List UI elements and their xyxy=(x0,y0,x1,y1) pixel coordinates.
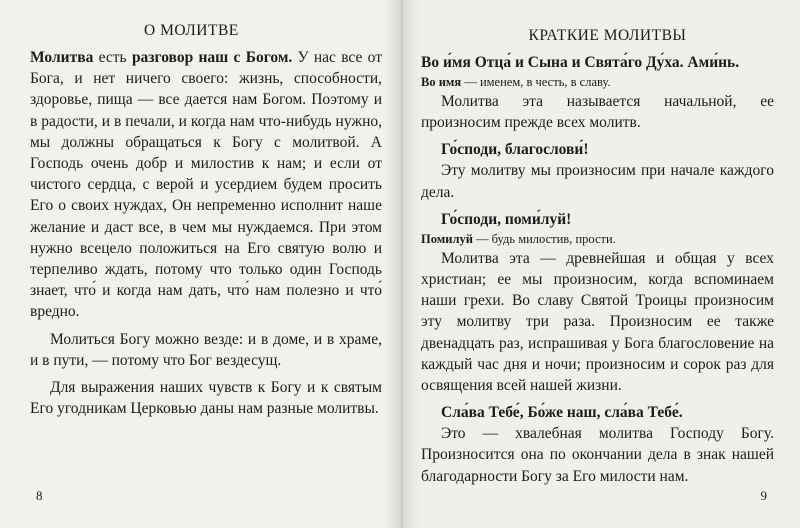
right-page-number: 9 xyxy=(760,488,767,503)
right-text-2: Эту молитву мы произносим при начале каждого дела. xyxy=(421,162,774,201)
right-text-4: Это — хвалебная молитва Господу Богу. Произносится она по окончании дела в знак нашей благодарности Богу за Его милости нам. xyxy=(421,425,774,485)
para1-body: У нас все от Бога, и нет ничего своего: жизнь, способности, здоровье, пища — все дается нам Богом. Поэтому и в радости, и в печали, и когда нам что-нибудь нужно, мы должны обращаться к Богу с молитвой. А Господь очень добр и милостив к нам; и если от чистого сердца, с верой и усердием будем просить Его о своих нуждах, Он непременно исполнит наше желание и даст все, в чем мы нуждаемся. При этом нужно всецело положиться на Его святую волю и терпеливо ждать, потому что только один Господь знает, что́ и когда нам дать, что́ нам полезно и что́ вредно. xyxy=(30,49,382,321)
prayer-1: Во и́мя Отца́ и Сына и Свята́го Ду́ха. Ами́нь. xyxy=(421,54,740,71)
right-page xyxy=(402,0,800,528)
prayer-3: Го́споди, поми́луй! xyxy=(441,210,572,228)
left-paragraph-3: Для выражения наших чувств к Богу и к святым Его угодникам Церковью даны нам разные молитвы. xyxy=(30,379,382,418)
gloss-3-term: Помилуй xyxy=(421,231,473,246)
prayer-2: Го́споди, благослови́! xyxy=(441,141,589,159)
gloss-3-def: — будь милостив, прости. xyxy=(472,231,616,246)
prayer-4: Сла́ва Тебе́, Бо́же наш, сла́ва Тебе́. xyxy=(441,404,683,422)
left-page-title: О МОЛИТВЕ xyxy=(144,22,239,39)
gloss-1-term: Во имя xyxy=(421,75,462,89)
gloss-3 xyxy=(421,230,774,248)
right-text-1: Молитва эта называется начальной, ее произносим прежде всех молитв. xyxy=(421,93,774,132)
gloss-1 xyxy=(421,73,774,91)
left-paragraph-2: Молиться Богу можно везде: и в доме, и в храме, и в пути, — потому что Бог вездесущ. xyxy=(30,330,382,369)
book-gutter xyxy=(384,0,420,528)
para1-mid: есть xyxy=(93,49,132,66)
left-paragraph-1 xyxy=(30,47,382,323)
term-molitva: Молитва xyxy=(30,49,94,66)
right-page-title: КРАТКИЕ МОЛИТВЫ xyxy=(528,27,687,44)
left-page-number: 8 xyxy=(36,488,43,503)
gloss-1-def: — именем, в честь, в славу. xyxy=(461,75,611,89)
right-text-3: Молитва эта — древнейшая и общая у всех христиан; ее мы произносим, когда вспоминаем наши грехи. Во славу Святой Троицы произносим эту молитву три раза. Произносим ее также двенадцать раз, испрашивая у Бога благословение на каждый час дня и ночи; произносим и сорок раз для освящения всей нашей жизни. xyxy=(421,249,774,395)
definition-bold: разговор наш с Богом. xyxy=(131,49,293,66)
